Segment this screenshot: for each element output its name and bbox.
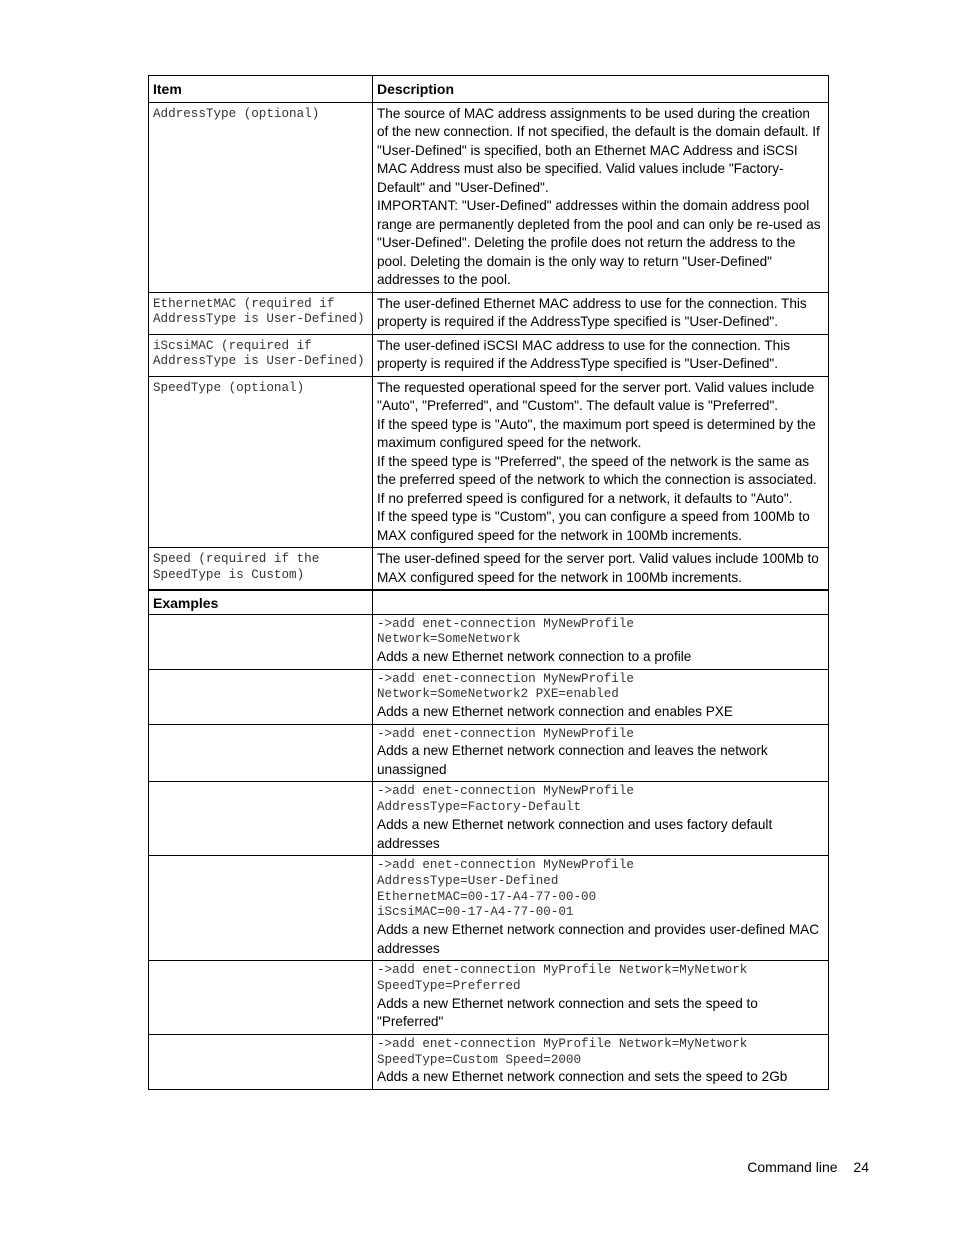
example-cell — [373, 614, 829, 669]
parameter-name: AddressType (optional) — [153, 106, 320, 121]
example-cell — [373, 669, 829, 724]
parameter-name: iScsiMAC (required if AddressType is User-Defined) — [153, 338, 365, 369]
example-row — [149, 614, 829, 669]
example-empty-cell — [149, 724, 373, 782]
example-description: Adds a new Ethernet network connection and sets the speed to 2Gb — [377, 1069, 788, 1085]
description-text: The user-defined Ethernet MAC address to use for the connection. This property is required if the AddressType specified is "User-Defined". — [377, 295, 807, 329]
table-row — [149, 334, 829, 376]
footer-section-title: Command line — [747, 1159, 838, 1175]
item-cell — [149, 548, 373, 591]
item-cell — [149, 292, 373, 334]
description-text: IMPORTANT: "User-Defined" addresses within the domain address pool range are permanently depleted from the pool and can only be re-used as "User-Defined". Deleting the profile does not return the address to the pool. Deleting the domain is the only way to return "User-Defined" addresses to the pool. — [377, 198, 821, 287]
example-cell — [373, 724, 829, 782]
item-cell — [149, 334, 373, 376]
examples-label: Examples — [149, 590, 373, 614]
example-row — [149, 1034, 829, 1089]
example-empty-cell — [149, 614, 373, 669]
examples-header-row — [149, 590, 829, 614]
description-cell — [373, 292, 829, 334]
table-row — [149, 292, 829, 334]
examples-header-empty — [373, 590, 829, 614]
example-command: ->add enet-connection MyNewProfile AddressType=User-Defined EthernetMAC=00-17-A4-77-00-00 iScsiMAC=00-17-A4-77-00-01 — [377, 858, 634, 920]
description-text: The requested operational speed for the server port. Valid values include "Auto", "Preferred", and "Custom". The default value is "Preferred". — [377, 379, 815, 413]
description-cell — [373, 334, 829, 376]
description-text: The user-defined iSCSI MAC address to use for the connection. This property is required if the AddressType specified is "User-Defined". — [377, 337, 791, 371]
example-empty-cell — [149, 1034, 373, 1089]
example-empty-cell — [149, 961, 373, 1035]
description-text: If the speed type is "Preferred", the speed of the network is the same as the preferred speed of the network to which the connection is associated. If no preferred speed is configured for a network, it defaults to "Auto". — [377, 453, 817, 506]
parameter-name: EthernetMAC (required if AddressType is User-Defined) — [153, 296, 365, 327]
page-number: 24 — [853, 1159, 869, 1175]
example-description: Adds a new Ethernet network connection and enables PXE — [377, 704, 733, 720]
description-column-header: Description — [373, 76, 829, 103]
description-text: The source of MAC address assignments to be used during the creation of the new connection. If not specified, the default is the domain default. If "User-Defined" is specified, both an Ethernet MAC Address and iSCSI MAC Address must also be specified. Valid values include "Factory-Default" and "User-Defined". — [377, 105, 820, 195]
description-text: If the speed type is "Custom", you can configure a speed from 100Mb to MAX configured speed for the network in 100Mb increments. — [377, 509, 810, 543]
parameter-name: SpeedType (optional) — [153, 380, 305, 395]
item-cell — [149, 102, 373, 292]
example-empty-cell — [149, 856, 373, 961]
example-row — [149, 961, 829, 1035]
parameter-name: Speed (required if the SpeedType is Custom) — [153, 552, 327, 582]
description-cell — [373, 376, 829, 548]
example-cell — [373, 856, 829, 961]
example-row — [149, 724, 829, 782]
example-description: Adds a new Ethernet network connection and provides user-defined MAC addresses — [377, 922, 820, 956]
table-row — [149, 548, 829, 591]
example-command: ->add enet-connection MyProfile Network=MyNetwork SpeedType=Custom Speed=2000 — [377, 1036, 748, 1067]
table-header-row — [149, 76, 829, 103]
example-command: ->add enet-connection MyNewProfile Network=SomeNetwork — [377, 616, 634, 647]
example-description: Adds a new Ethernet network connection to a profile — [377, 649, 692, 665]
description-cell — [373, 548, 829, 591]
example-description: Adds a new Ethernet network connection and leaves the network unassigned — [377, 743, 768, 777]
example-command: ->add enet-connection MyNewProfile — [377, 726, 634, 741]
example-command: ->add enet-connection MyNewProfile AddressType=Factory-Default — [377, 784, 634, 815]
example-empty-cell — [149, 669, 373, 724]
page-footer — [747, 1159, 869, 1175]
example-description: Adds a new Ethernet network connection and uses factory default addresses — [377, 817, 773, 851]
item-cell — [149, 376, 373, 548]
example-cell — [373, 961, 829, 1035]
description-text: If the speed type is "Auto", the maximum port speed is determined by the maximum configured speed for the network. — [377, 416, 816, 450]
example-row — [149, 669, 829, 724]
example-cell — [373, 1034, 829, 1089]
example-cell — [373, 782, 829, 856]
example-description: Adds a new Ethernet network connection and sets the speed to "Preferred" — [377, 995, 758, 1030]
example-row — [149, 856, 829, 961]
table-row — [149, 376, 829, 548]
example-empty-cell — [149, 782, 373, 856]
table-row — [149, 102, 829, 292]
example-command: ->add enet-connection MyNewProfile Network=SomeNetwork2 PXE=enabled — [377, 671, 634, 702]
item-column-header: Item — [149, 76, 373, 103]
parameters-table — [148, 75, 829, 1090]
example-command: ->add enet-connection MyProfile Network=MyNetwork SpeedType=Preferred — [377, 963, 748, 994]
description-cell — [373, 102, 829, 292]
example-row — [149, 782, 829, 856]
description-text: The user-defined speed for the server port. Valid values include 100Mb to MAX configured speed for the network in 100Mb increments. — [377, 551, 819, 585]
